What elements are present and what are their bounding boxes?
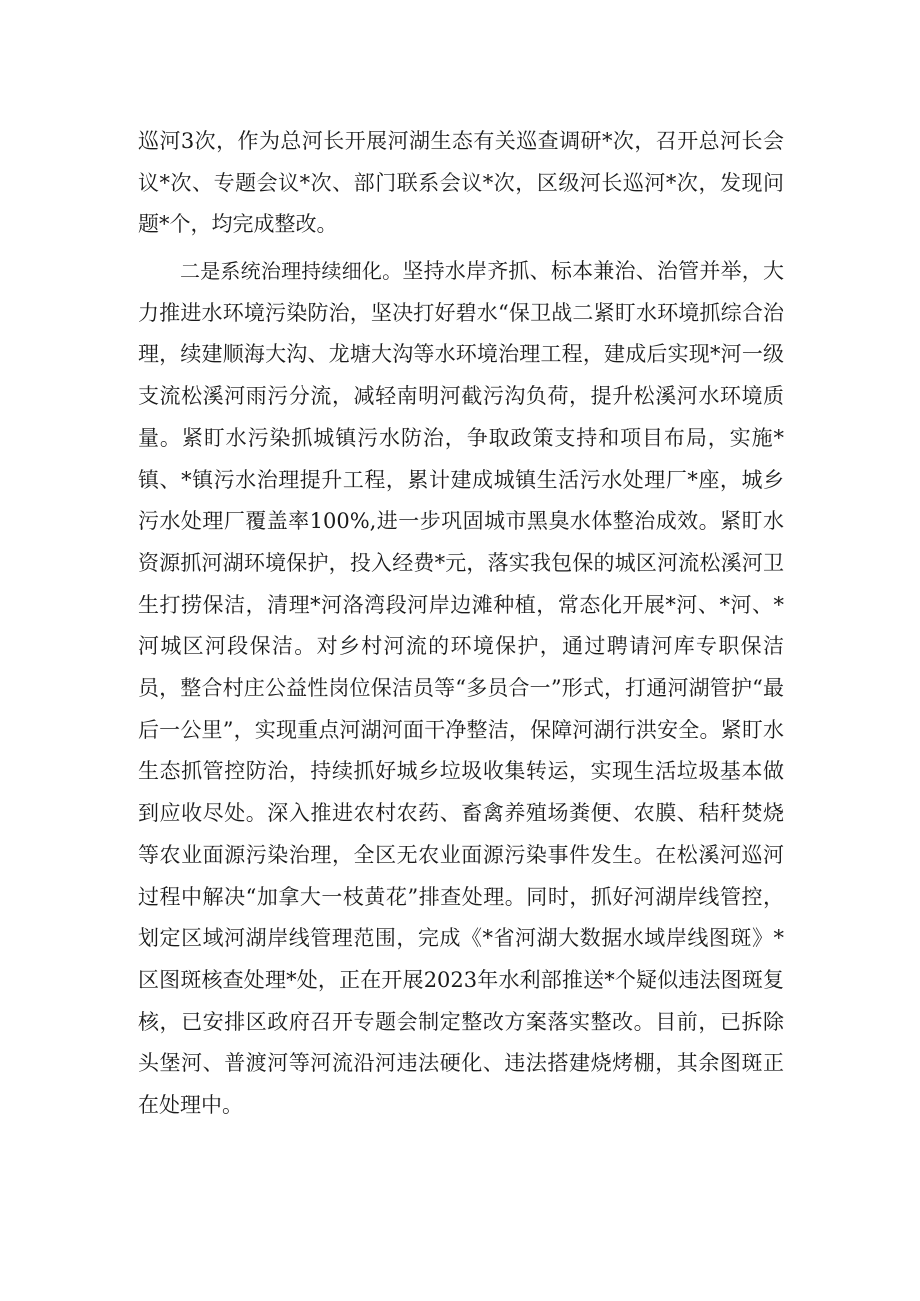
paragraph-continued: 巡河3次，作为总河长开展河湖生态有关巡查调研*次，召开总河长会议*次、专题会议*次、部门联系会议*次，区级河长巡河*次，发现问题*个，均完成整改。 bbox=[138, 129, 784, 237]
paragraph-system-governance bbox=[138, 251, 784, 1127]
paragraph-body-text: 坚持水岸齐抓、标本兼治、治管并举，大力推进水环境污染防治，坚决打好碧水“保卫战二紧盯水环境抓综合治理，续建顺海大沟、龙塘大沟等水环境治理工程，建成后实现*河一级支流松溪河雨污分流，减轻南明河截污沟负荷，提升松溪河水环境质量。紧盯水污染抓城镇污水防治，争取政策支持和项目布局，实施*镇、*镇污水治理提升工程，累计建成城镇生活污水处理厂*座，城乡污水处理厂覆盖率100%,进一步巩固城市黑臭水体整治成效。紧盯水资源抓河湖环境保护，投入经费*元，落实我包保的城区河流松溪河卫生打捞保洁，清理*河洛湾段河岸边滩种植，常态化开展*河、*河、*河城区河段保洁。对乡村河流的环境保护，通过聘请河库专职保洁员，整合村庄公益性岗位保洁员等“多员合一”形式，打通河湖管护“最后一公里”，实现重点河湖河面干净整洁，保障河湖行洪安全。紧盯水生态抓管控防治，持续抓好城乡垃圾收集转运，实现生活垃圾基本做到应收尽处。深入推进农村农药、畜禽养殖场粪便、农膜、秸秆焚烧等农业面源污染治理，全区无农业面源污染事件发生。在松溪河巡河过程中解决“加拿大一枝黄花”排查处理。同时，抓好河湖岸线管控，划定区域河湖岸线管理范围，完成《*省河湖大数据水域岸线图斑》*区图斑核查处理*处，正在开展2023年水利部推送*个疑似违法图斑复核，已安排区政府召开专题会制定整改方案落实整改。目前，已拆除头堡河、普渡河等河流沿河违法硬化、违法搭建烧烤棚，其余图斑正在处理中。 bbox=[138, 259, 785, 1118]
paragraph-lead-heading: 二是系统治理持续细化。 bbox=[180, 259, 403, 283]
